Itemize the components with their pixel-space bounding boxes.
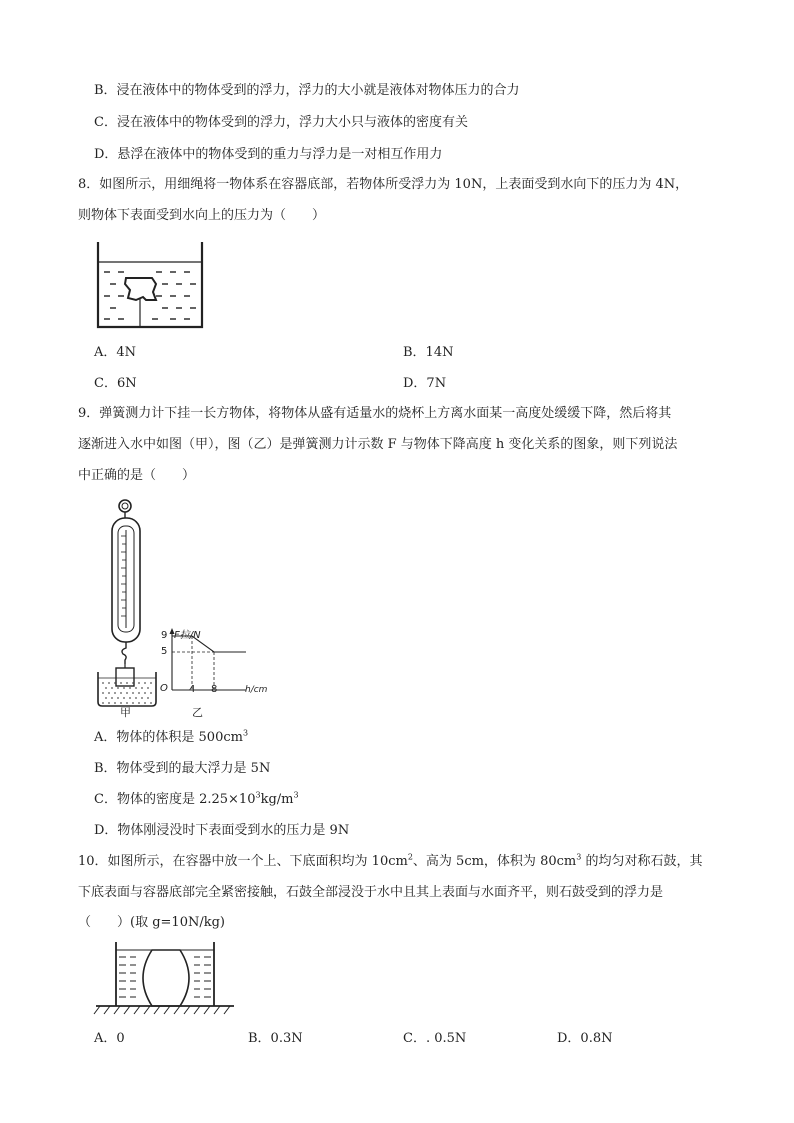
q10-option-a: A．0 — [94, 1031, 125, 1046]
q9-option-a-sup: 3 — [242, 728, 249, 738]
q9-option-a-text: A．物体的体积是 500cm — [94, 730, 243, 745]
q9-option-c-sup1: 3 — [255, 790, 261, 800]
q9-figure-label-yi: 乙 — [192, 706, 203, 719]
q9-graph-x-tick-4: 4 — [189, 684, 196, 695]
q10-option-b: B．0.3N — [248, 1031, 303, 1046]
q9-graph-y-tick-5: 5 — [161, 646, 168, 657]
q9-option-c — [94, 791, 299, 809]
q8-stem-line1: 8．如图所示，用细绳将一物体系在容器底部，若物体所受浮力为 10N，上表面受到水向下的压力为 4N， — [78, 177, 689, 192]
q9-option-d: D．物体刚浸没时下表面受到水的压力是 9N — [94, 823, 350, 838]
q10-stem-line2: 下底表面与容器底部完全紧密接触，石鼓全部浸没于水中且其上表面与水面齐平，则石鼓受到的浮力是 — [78, 885, 664, 900]
q8-option-c: C．6N — [94, 376, 137, 391]
q9-option-c-unit: kg/m — [260, 792, 294, 807]
q9-option-c-text: C．物体的密度是 2.25×10 — [94, 792, 256, 807]
q9-stem-line2: 逐渐进入水中如图（甲），图（乙）是弹簧测力计示数 F 与物体下降高度 h 变化关系的图象，则下列说法 — [78, 437, 678, 452]
q8-stem-line2: 则物体下表面受到水向上的压力为（ ） — [78, 208, 326, 223]
q8-figure-container — [96, 242, 206, 332]
q10-stem-line1 — [78, 853, 702, 871]
q10-stem-line1-a: 10．如图所示，在容器中放一个上、下底面积均为 10cm — [78, 854, 408, 869]
q10-stem-sup2: 3 — [576, 852, 582, 862]
q10-option-c: C．. 0.5N — [403, 1031, 467, 1046]
q8-option-b: B．14N — [403, 345, 454, 360]
q7-option-c: C．浸在液体中的物体受到的浮力，浮力大小只与液体的密度有关 — [94, 115, 468, 130]
q7-option-b: B．浸在液体中的物体受到的浮力，浮力的大小就是液体对物体压力的合力 — [94, 83, 520, 98]
q9-figure-label-jia: 甲 — [120, 706, 131, 719]
q10-stem-line3: （ ）(取 g=10N/kg) — [78, 915, 225, 930]
q9-graph-x-tick-8: 8 — [211, 684, 218, 695]
q9-graph-origin: O — [160, 683, 168, 694]
q9-graph-y-tick-9: 9 — [161, 630, 168, 641]
q9-graph-y-axis-label: F拉/N — [174, 630, 201, 641]
q9-graph-x-axis-label: h/cm — [245, 685, 268, 695]
q10-stem-line1-b: 、高为 5cm，体积为 80cm — [412, 854, 577, 869]
q9-option-a — [94, 729, 248, 747]
q9-stem-line1: 9．弹簧测力计下挂一长方物体，将物体从盛有适量水的烧杯上方离水面某一高度处缓缓下降，然后将其 — [78, 406, 672, 421]
q10-stem-line1-c: 的均匀对称石鼓，其 — [581, 854, 703, 869]
q9-stem-line3: 中正确的是（ ） — [78, 468, 196, 483]
q9-option-b: B．物体受到的最大浮力是 5N — [94, 761, 271, 776]
q9-option-c-sup2: 3 — [293, 790, 299, 800]
q10-stem-sup1: 2 — [407, 852, 413, 862]
q10-option-d: D．0.8N — [557, 1031, 613, 1046]
q10-figure-stone-drum — [94, 940, 234, 1020]
q7-option-d: D．悬浮在液体中的物体受到的重力与浮力是一对相互作用力 — [94, 147, 443, 162]
q8-option-a: A．4N — [94, 345, 137, 360]
q8-option-d: D．7N — [403, 376, 447, 391]
